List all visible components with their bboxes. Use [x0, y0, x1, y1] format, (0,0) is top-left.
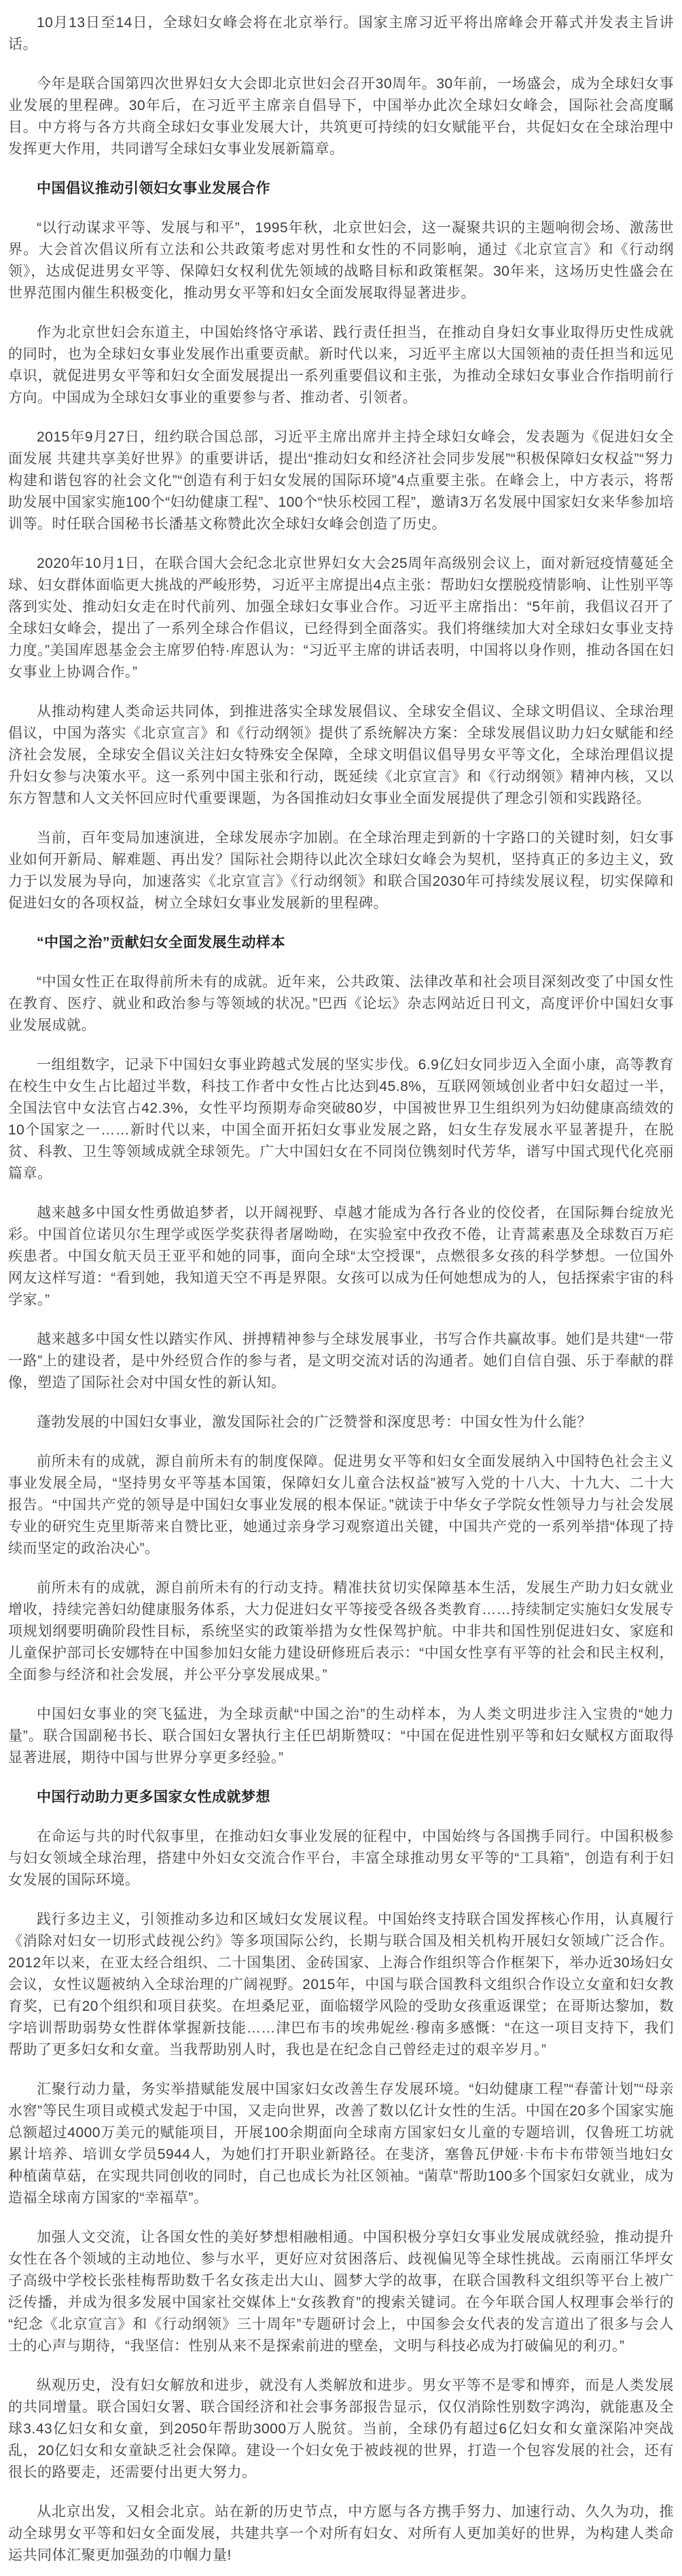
article-paragraph: 2020年10月1日，在联合国大会纪念北京世界妇女大会25周年高级别会议上，面对新冠疫情蔓延全球、妇女群体面临更大挑战的严峻形势，习近平主席提出4点主张：帮助妇女摆脱疫情影响、让性别平等落到实处、推动妇女走在时代前列、加强全球妇女事业合作。习近平主席指出：“5年前，我倡议召开了全球妇女峰会，提出了一系列全球合作倡议，已经得到全面落实。我们将继续加大对全球妇女事业支持力度。”美国库恩基金会主席罗伯特·库恩认为：“习近平主席的讲话表明，中国将以身作则，推动各国在妇女事业上协调合作。” — [8, 556, 674, 680]
article-paragraph: 越来越多中国女性以踏实作风、拼搏精神参与全球发展事业，书写合作共赢故事。她们是共建“一带一路”上的建设者，是中外经贸合作的参与者，是文明交流对话的沟通者。她们自信自强、乐于奉献的群像，塑造了国际社会对中国女性的新认知。 — [8, 1331, 674, 1391]
article-paragraph: 践行多边主义，引领推动多边和区域妇女发展议程。中国始终支持联合国发挥核心作用，认真履行《消除对妇女一切形式歧视公约》等多项国际公约，长期与联合国及相关机构开展妇女领域广泛合作。2012年以来，在亚太经合组织、二十国集团、金砖国家、上海合作组织等合作框架下，举办近30场妇女会议，女性议题被纳入全球治理的广阔视野。2015年，中国与联合国教科文组织合作设立女童和妇女教育奖，已有20个组织和项目获奖。在坦桑尼亚，面临辍学风险的受助女孩重返课堂；在哥斯达黎加，数字培训帮助弱势女性群体掌握新技能……津巴布韦的埃弗妮丝·穆南多感慨：“在这一项目支持下，我们帮助了更多妇女和女童。当我帮助别人时，我也是在纪念自己曾经走过的艰辛岁月。” — [8, 1912, 674, 2058]
article-paragraph: 蓬勃发展的中国妇女事业，激发国际社会的广泛赞誉和深度思考：中国女性为什么能？ — [37, 1414, 592, 1430]
article-paragraph: 纵观历史，没有妇女解放和进步，就没有人类解放和进步。男女平等不是零和博弈，而是人类发展的共同增量。联合国妇女署、联合国经济和社会事务部报告显示，仅仅消除性别数字鸿沟，就能惠及全球3.43亿妇女和女童，到2050年帮助3000万人脱贫。当前，全球仍有超过6亿妇女和女童深陷冲突战乱，20亿妇女和女童缺乏社会保障。建设一个妇女免于被歧视的世界，打造一个包容发展的社会，还有很长的路要走，还需要付出更大努力。 — [8, 2378, 674, 2480]
section-heading: 中国行动助力更多国家女性成就梦想 — [37, 1789, 270, 1805]
section-heading: 中国倡议推动引领妇女事业发展合作 — [37, 181, 270, 196]
article-paragraph: 今年是联合国第四次世界妇女大会即北京世妇会召开30周年。30年前，一场盛会，成为全球妇女事业发展的里程碑。30年后，在习近平主席亲自倡导下，中国举办此次全球妇女峰会，国际社会高度瞩目。中方将与各方共商全球妇女事业发展大计，共筑更可持续的妇女赋能平台，共促妇女在全球治理中发挥更大作用，共同谱写全球妇女事业发展新篇章。 — [8, 76, 674, 157]
article-paragraph: 加强人文交流，让各国女性的美好梦想相融相通。中国积极分享妇女事业发展成就经验，推动提升女性在各个领域的主动地位、参与水平，更好应对贫困落后、歧视偏见等全球性挑战。云南丽江华坪女子高级中学校长张桂梅帮助数千名女孩走出大山、圆梦大学的故事，在联合国教科文组织等平台上被广泛传播，并成为很多发展中国家社交媒体上“女孩教育”的搜索关键词。在今年联合国人权理事会举行的“纪念《北京宣言》和《行动纲领》三十周年”专题研讨会上，中国参会女代表的发言道出了很多与会人士的心声与期待，“我坚信：性别从来不是探索前进的壁垒，文明与科技必成为打破偏见的利刃。” — [8, 2230, 674, 2354]
article-paragraph: 汇聚行动力量，务实举措赋能发展中国家妇女改善生存发展环境。“妇幼健康工程”“春蕾计划”“母亲水窖”等民生项目或模式发起于中国，又走向世界，改善了数以亿计女性的生活。中国在20多个国家实施总额超过4000万美元的赋能项目，开展100余期面向全球南方国家妇女儿童的专题培训，仅鲁班工坊就累计培养、培训女学员5944人，为她们打开职业新路径。在斐济，塞鲁瓦伊娅·卡布卡布带领当地妇女种植菌草菇，在实现共同创收的同时，自己也成长为社区领袖。“菌草”帮助100多个国家妇女就业，成为造福全球南方国家的“幸福草”。 — [8, 2081, 674, 2206]
article-paragraph: 在命运与共的时代叙事里，在推动妇女事业发展的征程中，中国始终与各国携手同行。中国积极参与妇女领域全球治理，搭建中外妇女交流合作平台，丰富全球推动男女平等的“工具箱”，创造有利于妇女发展的国际环境。 — [8, 1829, 674, 1888]
article-paragraph: 前所未有的成就，源自前所未有的制度保障。促进男女平等和妇女全面发展纳入中国特色社会主义事业发展全局，“坚持男女平等基本国策，保障妇女儿童合法权益”被写入党的十八大、十九大、二十大报告。“中国共产党的领导是中国妇女事业发展的根本保证。”就读于中华女子学院女性领导力与社会发展专业的研究生克里斯蒂来自赞比亚，她通过亲身学习观察道出关键，中国共产党的一系列举措“体现了持续而坚定的政治决心”。 — [8, 1454, 674, 1556]
article-paragraph: 10月13日至14日，全球妇女峰会将在北京举行。国家主席习近平将出席峰会开幕式并发表主旨讲话。 — [8, 15, 674, 52]
article-paragraph: 前所未有的成就，源自前所未有的行动支持。精准扶贫切实保障基本生活，发展生产助力妇女就业增收，持续完善妇幼健康服务体系，大力促进妇女平等接受各级各类教育……持续制定实施妇女发展专项规划纲要明确阶段性目标，系统坚实的政策举措为女性保驾护航。中非共和国性别促进妇女、家庭和儿童保护部司长安娜特在中国参加妇女能力建设研修班后表示：“中国女性享有平等的社会和民主权利，全面参与经济和社会发展，并公平分享发展成果。” — [8, 1580, 674, 1683]
article-paragraph: 作为北京世妇会东道主，中国始终恪守承诺、践行责任担当，在推动自身妇女事业取得历史性成就的同时，也为全球妇女事业发展作出重要贡献。新时代以来，习近平主席以大国领袖的责任担当和远见卓识，就促进男女平等和妇女全面发展提出一系列重要倡议和主张，为推动全球妇女事业合作指明前行方向。中国成为全球妇女事业的重要参与者、推动者、引领者。 — [8, 325, 674, 406]
article-paragraph: 当前，百年变局加速演进，全球发展赤字加剧。在全球治理走到新的十字路口的关键时刻，妇女事业如何开新局、解难题、再出发？国际社会期待以此次全球妇女峰会为契机，坚持真正的多边主义，致力于以发展为导向，加速落实《北京宣言》《行动纲领》和联合国2030年可持续发展议程，切实保障和促进妇女的各项权益，树立全球妇女事业发展新的里程碑。 — [8, 830, 674, 911]
article-paragraph: 中国妇女事业的突飞猛进，为全球贡献“中国之治”的生动样本，为人类文明进步注入宝贵的“她力量”。联合国副秘书长、联合国妇女署执行主任巴胡斯赞叹：“中国在促进性别平等和妇女赋权方面取得显著进展，期待中国与世界分享更多经验。” — [8, 1706, 674, 1766]
article-paragraph: “中国女性正在取得前所未有的成就。近年来，公共政策、法律改革和社会项目深刻改变了中国女性在教育、医疗、就业和政治参与等领域的状况。”巴西《论坛》杂志网站近日刊文，高度评价中国妇女事业发展成就。 — [8, 974, 674, 1033]
section-heading: “中国之治”贡献妇女全面发展生动样本 — [37, 935, 285, 950]
article-paragraph: 越来越多中国女性勇做追梦者，以开阔视野、卓越才能成为各行各业的佼佼者，在国际舞台绽放光彩。中国首位诺贝尔生理学或医学奖获得者屠呦呦，在实验室中孜孜不倦，让青蒿素惠及全球数百万疟疾患者。中国女航天员王亚平和她的同事，面向全球“太空授课”，点燃很多女孩的科学梦想。一位国外网友这样写道：“看到她，我知道天空不再是界限。女孩可以成为任何她想成为的人，包括探索宇宙的科学家。” — [8, 1205, 674, 1308]
article-paragraph: 从推动构建人类命运共同体，到推进落实全球发展倡议、全球安全倡议、全球文明倡议、全球治理倡议，中国为落实《北京宣言》和《行动纲领》提供了系统解决方案：全球发展倡议助力妇女赋能和经济社会发展，全球安全倡议关注妇女特殊安全保障，全球文明倡议倡导男女平等文化，全球治理倡议提升妇女参与决策水平。这一系列中国主张和行动，既延续《北京宣言》和《行动纲领》精神内核，又以东方智慧和人文关怀回应时代重要课题，为各国推动妇女事业全面发展提供了理念引领和实践路径。 — [8, 704, 674, 806]
article-paragraph: “以行动谋求平等、发展与和平”，1995年秋，北京世妇会，这一凝聚共识的主题响彻会场、激荡世界。大会首次倡议所有立法和公共政策考虑对男性和女性的不同影响，通过《北京宣言》和《行动纲领》，达成促进男女平等、保障妇女权利优先领域的战略目标和政策框架。30年来，这场历史性盛会在世界范围内催生积极变化，推动男女平等和妇女全面发展取得显著进步。 — [8, 220, 674, 301]
article-paragraph: 一组组数字，记录下中国妇女事业跨越式发展的坚实步伐。6.9亿妇女同步迈入全面小康，高等教育在校生中女生占比超过半数，科技工作者中女性占比达到45.8%，互联网领域创业者中妇女超过一半，全国法官中女法官占42.3%，女性平均预期寿命突破80岁，中国被世界卫生组织列为妇幼健康高绩效的10个国家之一……新时代以来，中国全面开拓妇女事业发展之路，妇女生存发展水平显著提升，在脱贫、科教、卫生等领域成就全球领先。广大中国妇女在不同岗位镌刻时代芳华，谱写中国式现代化亮丽篇章。 — [8, 1057, 674, 1181]
article-paragraph: 2015年9月27日，纽约联合国总部，习近平主席出席并主持全球妇女峰会，发表题为《促进妇女全面发展 共建共享美好世界》的重要讲话，提出“推动妇女和经济社会同步发展”“积极保障妇女权益”“努力构建和谐包容的社会文化”“创造有利于妇女发展的国际环境”4点重要主张。在峰会上，中方表示，将帮助发展中国家实施100个“妇幼健康工程”、100个“快乐校园工程”，邀请3万名发展中国家妇女来华参加培训等。时任联合国秘书长潘基文称赞此次全球妇女峰会创造了历史。 — [8, 429, 674, 532]
article-paragraph: 从北京出发，又相会北京。站在新的历史节点，中方愿与各方携手努力、加速行动、久久为功，推动全球男女平等和妇女全面发展，共建共享一个对所有妇女、对所有人更加美好的世界，为构建人类命运共同体汇聚更加强劲的巾帼力量! — [8, 2504, 674, 2563]
